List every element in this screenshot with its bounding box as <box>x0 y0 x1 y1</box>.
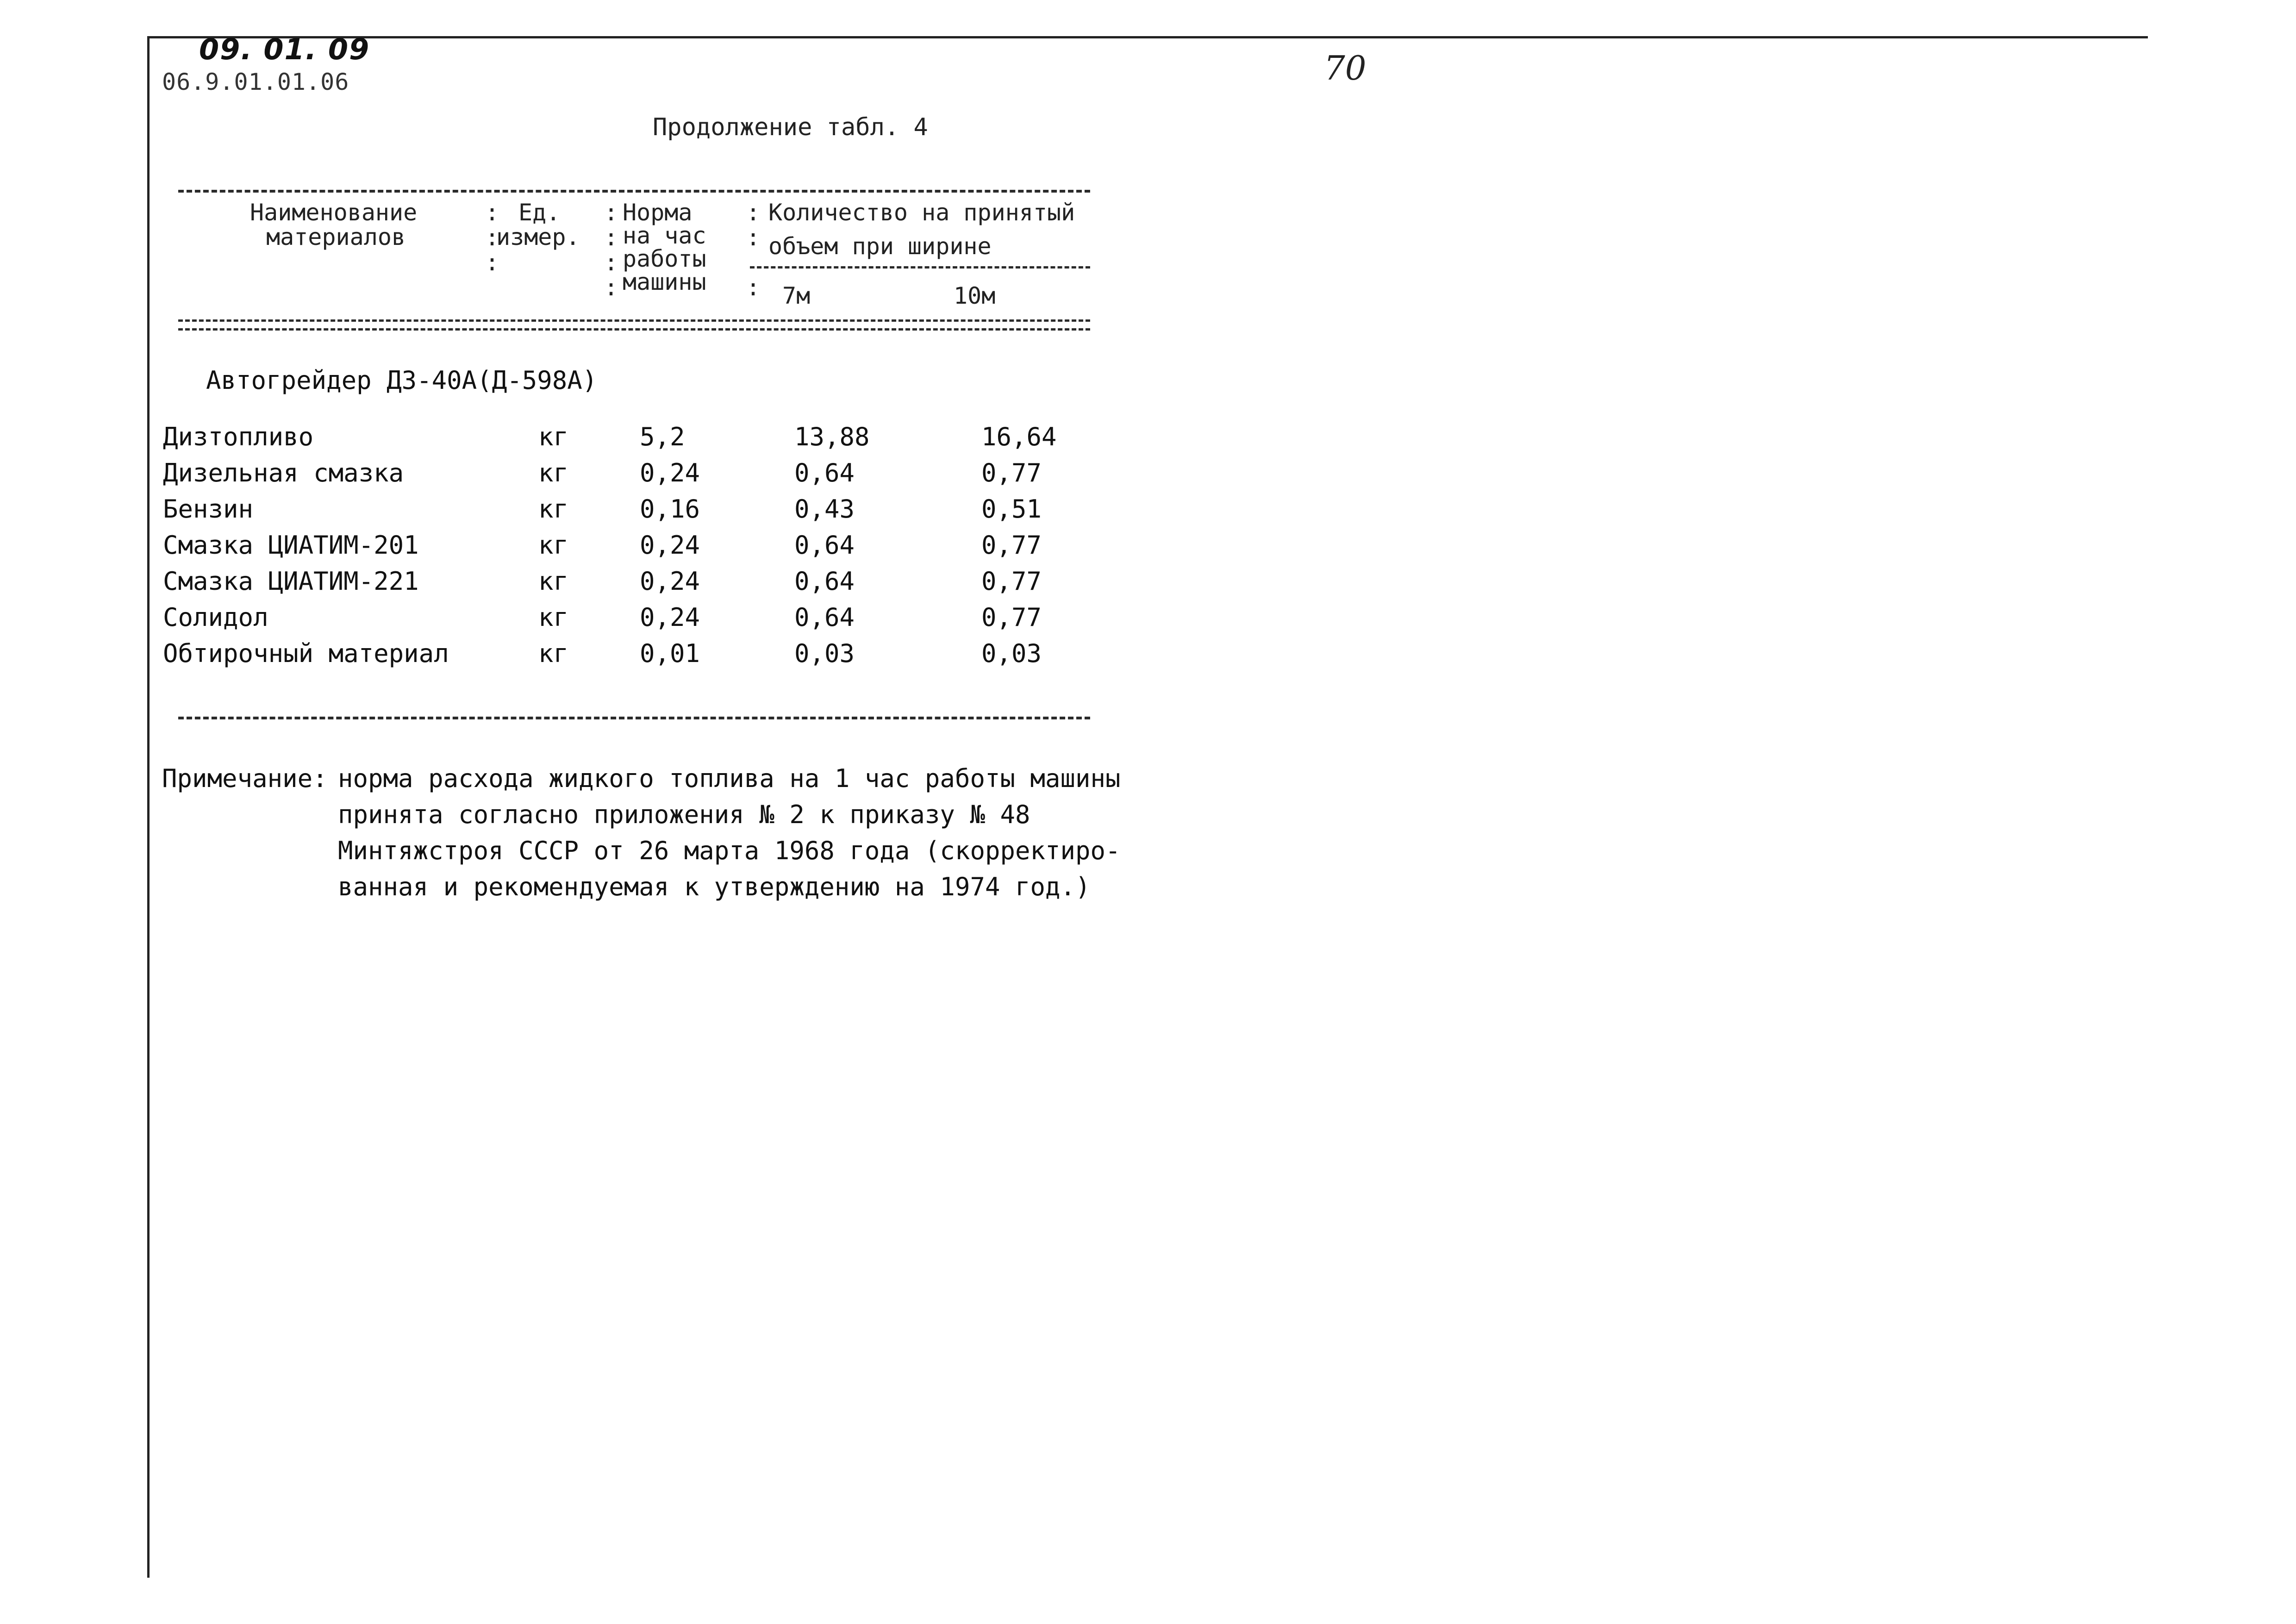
quantity-10m: 16,64 <box>981 422 1057 451</box>
col-separator: : : : : <box>604 199 618 301</box>
quantity-7m: 0,03 <box>794 639 855 668</box>
handwritten-date: 09. 01. 09 <box>199 32 370 66</box>
material-name: Смазка ЦИАТИМ-221 <box>163 567 419 596</box>
col-header-quantity-2: объем при ширине <box>768 233 992 260</box>
col-header-unit-1: Ед. <box>518 199 561 226</box>
col-header-norm-1: Норма <box>623 199 693 226</box>
quantity-subheader-rule <box>750 266 1090 269</box>
col-header-norm-2: на час <box>623 222 706 249</box>
col-header-name-2: материалов <box>266 224 406 250</box>
material-unit: кг <box>538 603 569 632</box>
table-row <box>0 531 2296 567</box>
note-line: принята согласно приложения № 2 к приказу № 48 <box>338 800 1030 829</box>
table-row <box>0 494 2296 531</box>
quantity-7m: 13,88 <box>794 422 870 451</box>
material-norm: 0,24 <box>640 531 700 560</box>
material-norm: 0,24 <box>640 603 700 632</box>
col-header-name-1: Наименование <box>250 199 418 226</box>
material-norm: 5,2 <box>640 422 685 451</box>
quantity-7m: 0,43 <box>794 494 855 524</box>
material-unit: кг <box>538 458 569 487</box>
material-unit: кг <box>538 531 569 560</box>
table-bottom-rule <box>178 717 1090 719</box>
col-header-norm-3: работы <box>623 245 706 272</box>
note-line: Минтяжстроя СССР от 26 марта 1968 года (скорректиро- <box>338 836 1121 865</box>
col-header-width-7m: 7м <box>782 282 811 309</box>
col-header-quantity-1: Количество на принятый <box>768 199 1075 226</box>
col-header-width-10m: 10м <box>954 282 996 309</box>
quantity-7m: 0,64 <box>794 458 855 487</box>
col-separator: : : : <box>746 199 761 301</box>
quantity-7m: 0,64 <box>794 603 855 632</box>
col-header-norm-4: машины <box>623 269 706 295</box>
table-row <box>0 603 2296 639</box>
table-row <box>0 639 2296 675</box>
quantity-10m: 0,77 <box>981 567 1042 596</box>
col-header-unit-2: измер. <box>496 224 580 250</box>
quantity-10m: 0,77 <box>981 603 1042 632</box>
material-name: Дизельная смазка <box>163 458 404 487</box>
table-header-double-rule <box>178 319 1090 331</box>
document-code: 06.9.01.01.06 <box>162 69 349 95</box>
note-line: ванная и рекомендуемая к утверждению на 1974 год.) <box>338 872 1091 901</box>
material-unit: кг <box>538 639 569 668</box>
col-separator: : : : <box>485 199 499 276</box>
table-row <box>0 422 2296 458</box>
material-name: Солидол <box>163 603 268 632</box>
table-row <box>0 567 2296 603</box>
page-frame-top <box>147 36 2148 38</box>
table-caption: Продолжение табл. 4 <box>653 113 928 141</box>
note-label: Примечание: <box>162 764 328 793</box>
material-norm: 0,16 <box>640 494 700 524</box>
handwritten-page-number: 70 <box>1324 49 1366 87</box>
material-norm: 0,24 <box>640 567 700 596</box>
material-name: Смазка ЦИАТИМ-201 <box>163 531 419 560</box>
material-name: Обтирочный материал <box>163 639 449 668</box>
machine-title: Автогрейдер ДЗ-40А(Д-598А) <box>206 366 598 395</box>
quantity-7m: 0,64 <box>794 531 855 560</box>
table-row <box>0 458 2296 494</box>
material-unit: кг <box>538 567 569 596</box>
material-name: Бензин <box>163 494 254 524</box>
page-frame-left <box>147 36 150 1578</box>
note-line: норма расхода жидкого топлива на 1 час работы машины <box>338 764 1121 793</box>
material-unit: кг <box>538 422 569 451</box>
quantity-7m: 0,64 <box>794 567 855 596</box>
material-unit: кг <box>538 494 569 524</box>
quantity-10m: 0,77 <box>981 458 1042 487</box>
quantity-10m: 0,03 <box>981 639 1042 668</box>
material-norm: 0,24 <box>640 458 700 487</box>
quantity-10m: 0,51 <box>981 494 1042 524</box>
material-norm: 0,01 <box>640 639 700 668</box>
table-top-rule <box>178 190 1090 193</box>
material-name: Дизтопливо <box>163 422 314 451</box>
quantity-10m: 0,77 <box>981 531 1042 560</box>
